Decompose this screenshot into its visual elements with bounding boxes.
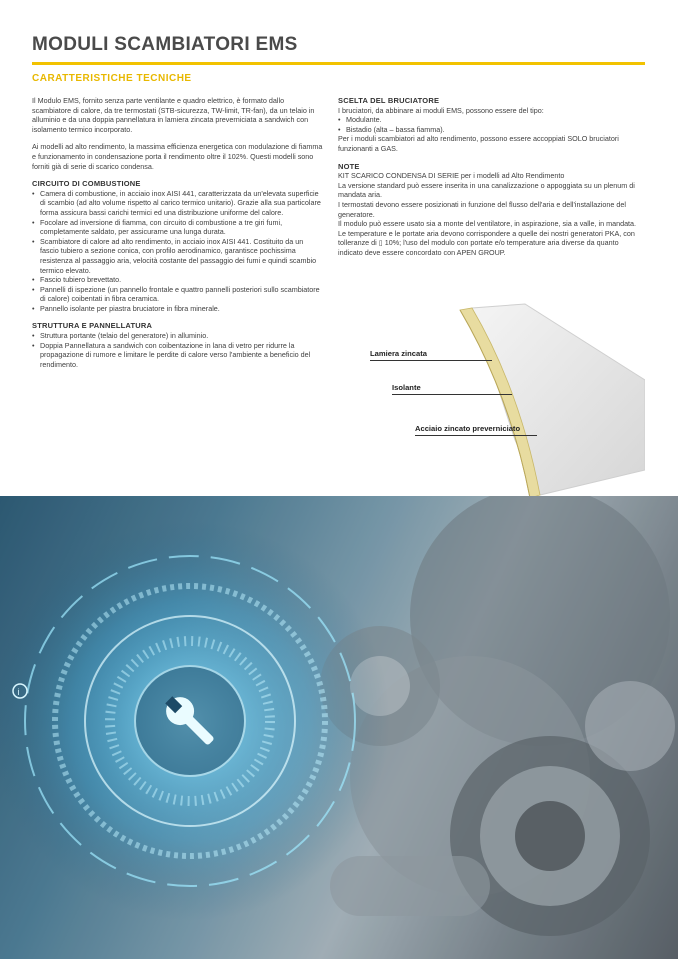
- structure-heading: STRUTTURA E PANNELLATURA: [32, 321, 153, 331]
- list-item: • Fascio tubiero brevettato.: [32, 275, 324, 285]
- burner-list: [338, 115, 638, 134]
- structure-list: [32, 331, 324, 369]
- list-item: • Struttura portante (telaio del generatore) in alluminio.: [32, 331, 324, 341]
- intro-paragraph: Il Modulo EMS, fornito senza parte ventilante e quadro elettrico, è formato dallo scambiatore di calore, da tre termostati (STB-sicurezza, TW-limit, TR-fan), da un telaio in alluminio e da una doppia pannellatura in lamiera zincata preverniciata a sandwich con isolamento termico incorporato.: [32, 96, 315, 134]
- note-line: I termostati devono essere posizionati in funzione del flusso dell'aria e dell'installazione del generatore.: [338, 199, 627, 219]
- list-item: • Focolare ad inversione di fiamma, con circuito di combustione a tre giri fumi, completamente saldato, per assicurarne una lunga durata.: [32, 218, 324, 237]
- sandwich-panel-diagram: [360, 300, 645, 500]
- list-item: • Modulante.: [338, 115, 638, 125]
- list-item: • Scambiatore di calore ad alto rendimento, in acciaio inox AISI 441. Costituito da un fascio tubiero a sezione conica, con profilo aerodinamico, garantisce pochissima resistenza al passaggio aria, velocità costante del passaggio dei fumi e quindi scambio termico elevato.: [32, 237, 324, 275]
- burner-intro: I bruciatori, da abbinare ai moduli EMS, possono essere del tipo:: [338, 105, 544, 115]
- note-line: Le temperature e le portate aria devono corrispondere a quelle dei nostri generatori PKA, con tolleranze di ▯ 10%; l'uso del modulo con portate e/o temperature aria diverse da quanto indicato deve essere concordato con APEN GROUP.: [338, 228, 635, 257]
- panel-illustration: [360, 300, 645, 500]
- label-acciaio-zincato: Acciaio zincato preverniciato: [415, 424, 521, 433]
- list-item: • Doppia Pannellatura a sandwich con coibentazione in lana di vetro per ridurre la propagazione di rumore e limitare le perdite di calore verso l'ambiente a beneficio del rendimento.: [32, 341, 324, 370]
- right-column: [338, 96, 638, 258]
- list-item: • Pannello isolante per piastra bruciatore in fibra minerale.: [32, 304, 324, 314]
- burner-heading: SCELTA DEL BRUCIATORE: [338, 96, 440, 105]
- list-item: • Camera di combustione, in acciaio inox AISI 441, caratterizzata da un'elevata superficie di scambio (ad alto volume rispetto al carico termico unitario). Grazie alla sua particolare forma assicura bassi carichi termici ed una distribuzione uniforme del calore.: [32, 189, 324, 218]
- burner-note: Per i moduli scambiatori ad alto rendimento, possono essere accoppiati SOLO bruciatori funzionanti a GAS.: [338, 134, 619, 153]
- leader-line: [370, 360, 492, 361]
- leader-line: [415, 435, 537, 436]
- combustion-heading: CIRCUITO DI COMBUSTIONE: [32, 179, 141, 189]
- leader-line: [392, 394, 512, 395]
- page-title: MODULI SCAMBIATORI EMS: [32, 34, 298, 55]
- note-heading: NOTE: [338, 161, 360, 171]
- info-icon-glyph: i: [17, 687, 20, 697]
- title-rule: [32, 62, 645, 65]
- list-item: • Bistadio (alta – bassa fiamma).: [338, 125, 638, 135]
- label-isolante: Isolante: [392, 383, 421, 392]
- left-column: [32, 96, 324, 377]
- label-lamiera-zincata: Lamiera zincata: [370, 349, 427, 358]
- engine-illustration: [0, 496, 678, 959]
- note-line: Il modulo può essere usato sia a monte del ventilatore, in aspirazione, sia a valle, in mandata.: [338, 219, 637, 229]
- combustion-list: [32, 189, 324, 314]
- note-line: La versione standard può essere inserita in una canalizzazione o appoggiata su un plenum di mandata aria.: [338, 180, 635, 200]
- list-item: • Pannelli di ispezione (un pannello frontale e quattro pannelli posteriori sullo scambiatore di calore) coibentati in fibra ceramica.: [32, 285, 324, 304]
- efficiency-paragraph: Ai modelli ad alto rendimento, la massima efficienza energetica con modulazione di fiamma e funzionamento in condensazione porta il rendimento oltre il 102%. Questi modelli sono forniti già di serie di scarico condensa.: [32, 142, 323, 171]
- note-line: KIT SCARICO CONDENSA DI SERIE per i modelli ad Alto Rendimento: [338, 171, 565, 181]
- section-title: CARATTERISTICHE TECNICHE: [32, 73, 192, 84]
- engine-gears-photo: [0, 496, 678, 959]
